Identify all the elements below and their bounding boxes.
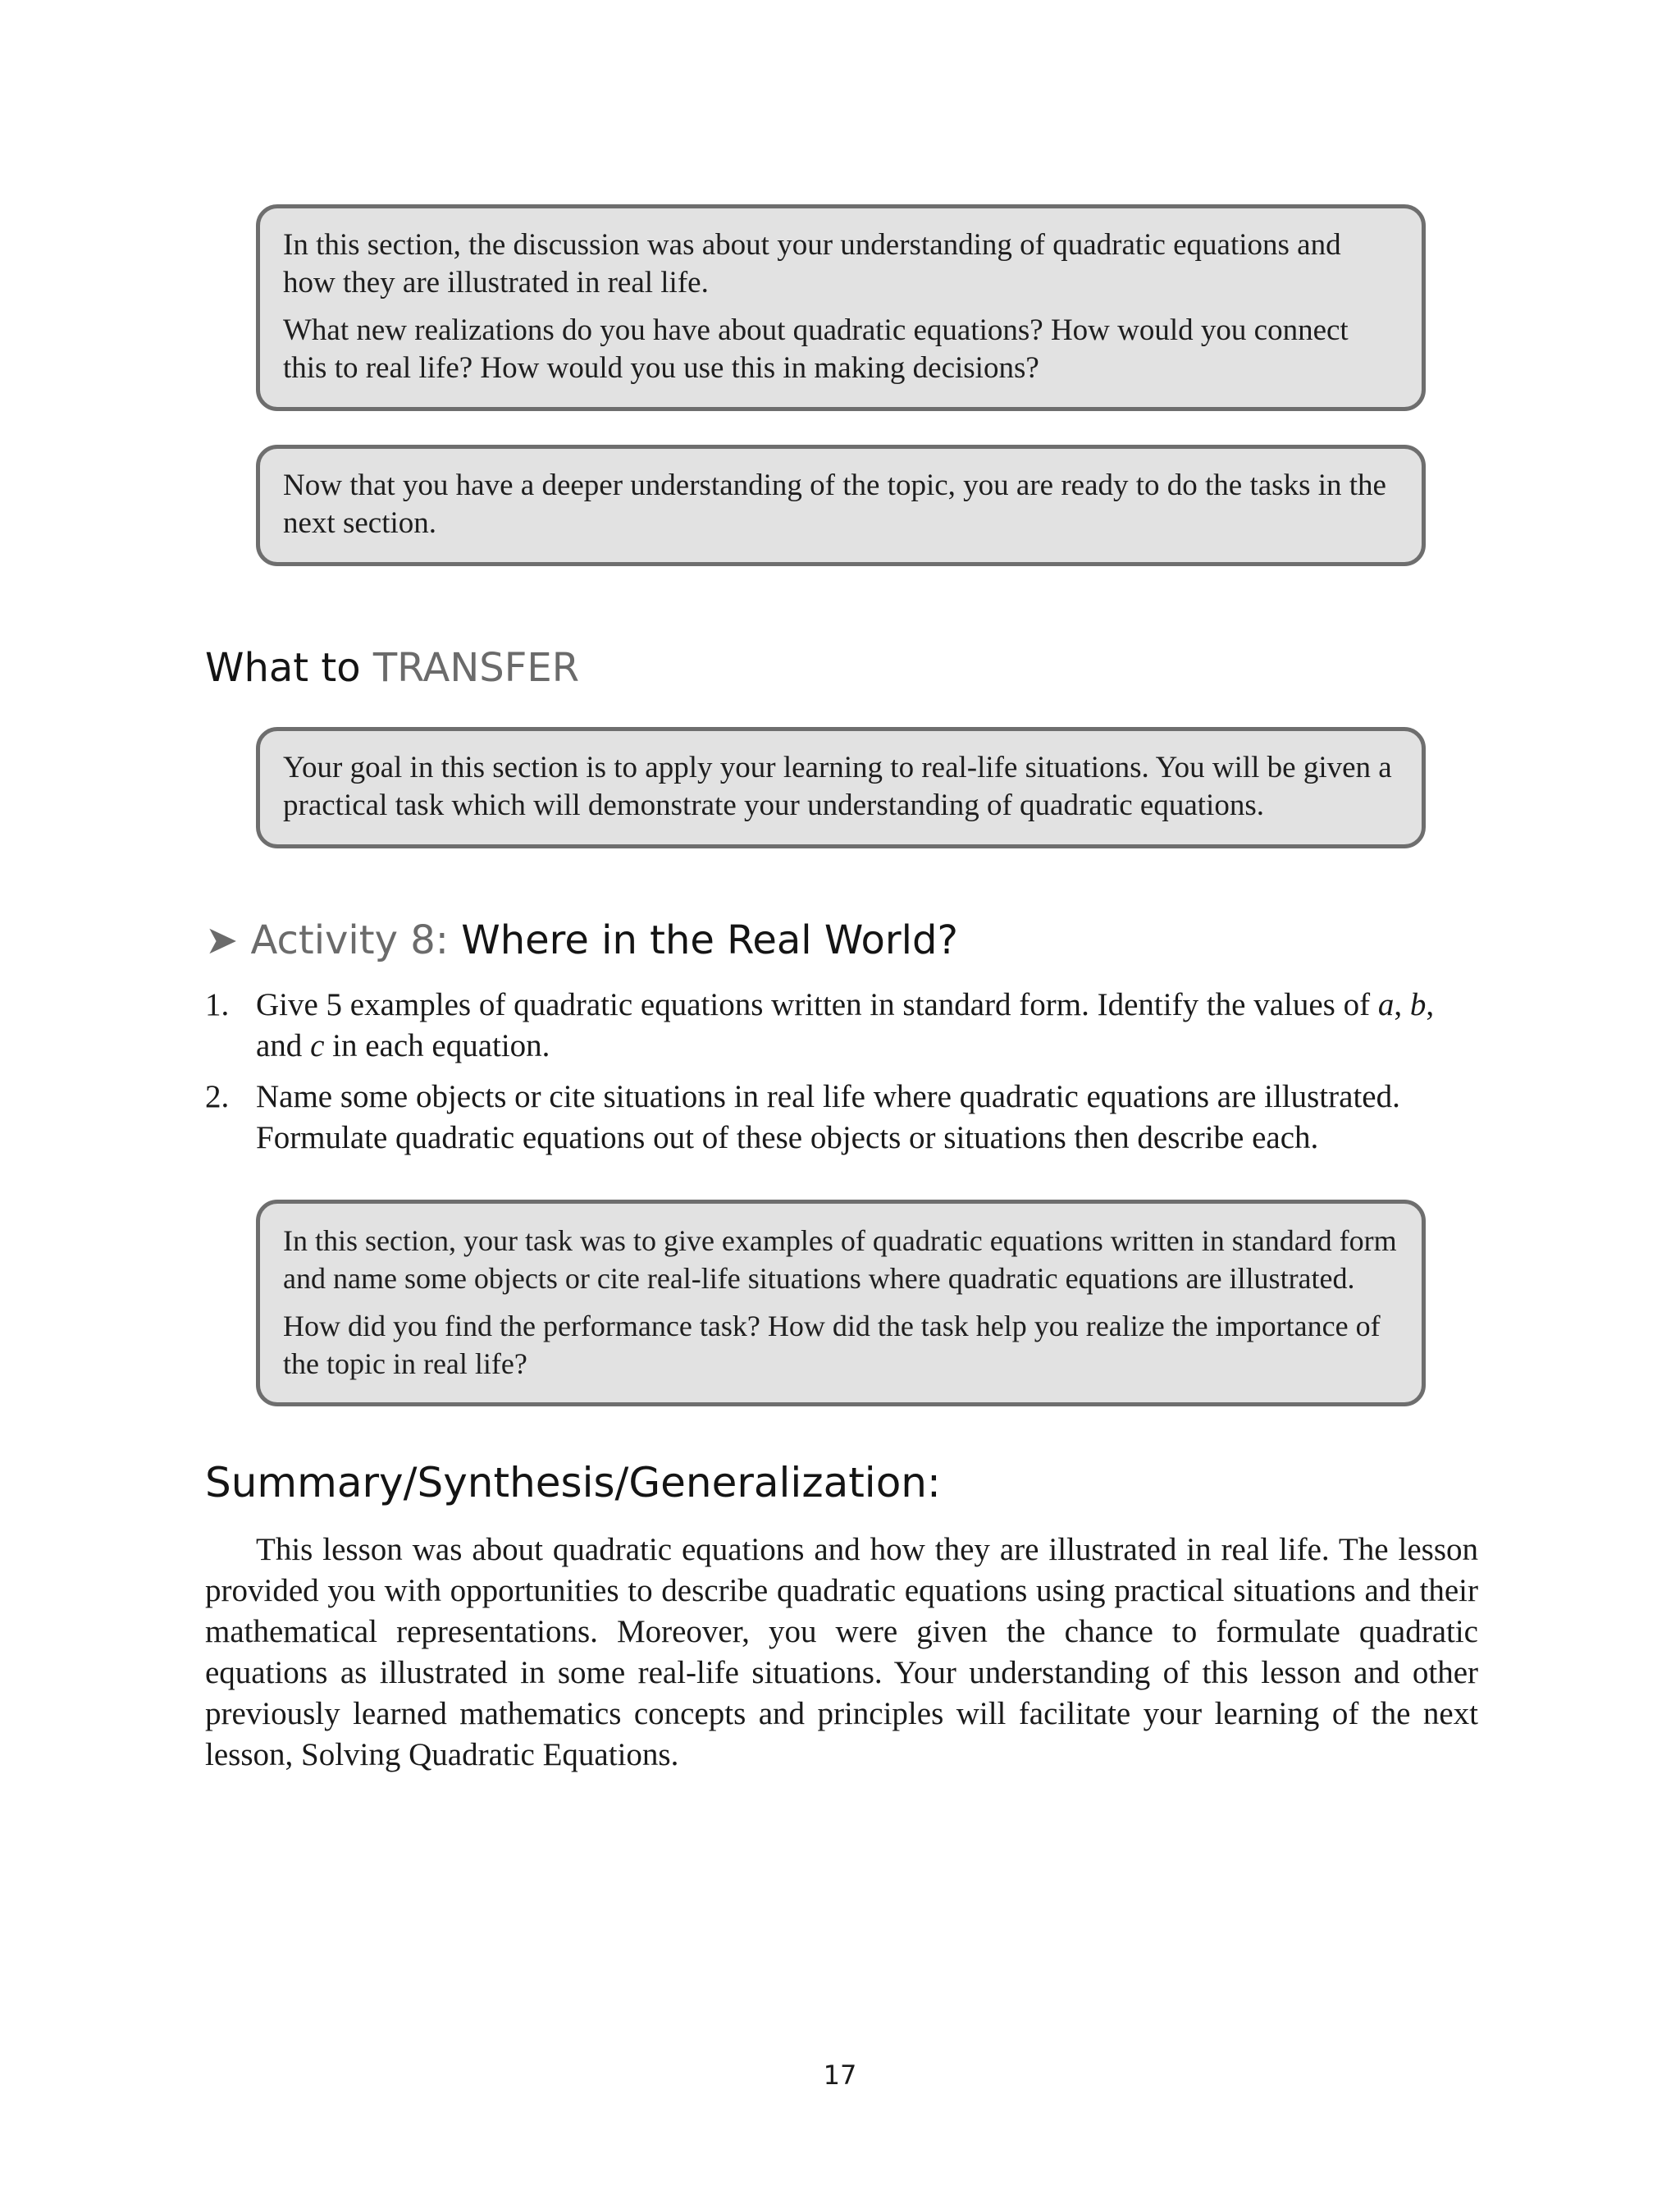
reflection-box-2 — [256, 1200, 1426, 1406]
reflection-box-text: In this section, the discussion was about your understanding of quadratic equations and how they are illustrated in real life. — [283, 228, 1341, 299]
transfer-goal-box — [256, 727, 1426, 848]
transfer-heading-prefix: What to — [205, 645, 361, 691]
arrow-icon: ➤ — [205, 917, 239, 963]
summary-paragraph: This lesson was about quadratic equations and how they are illustrated in real life. The lesson provided you with opportunities to describe quadratic equations using practical situations and their mathematical representations. Moreover, you were given the chance to formulate quadratic equations as illustrated in some real-life situations. Your understanding of this lesson and other previously learned mathematics concepts and principles will facilitate your learning of the next lesson, Solving Quadratic Equations. — [205, 1532, 1478, 1772]
list-item-text: Name some objects or cite situations in real life where quadratic equations are illustrated. Formulate quadratic equations out of these objects or situations then describe each. — [256, 1079, 1400, 1155]
list-item — [205, 1077, 1485, 1159]
transition-box — [256, 445, 1426, 566]
summary-heading: Summary/Synthesis/Generalization: — [205, 1459, 941, 1506]
page-number: 17 — [823, 2060, 857, 2091]
variable-a: a — [1377, 987, 1395, 1022]
list-item-number: 2. — [205, 1079, 230, 1114]
transfer-heading — [205, 645, 579, 691]
list-item — [205, 985, 1485, 1067]
transfer-heading-emphasis: TRANSFER — [372, 645, 580, 691]
activity-heading — [205, 917, 958, 963]
activity-list — [205, 985, 1485, 1168]
variable-c: c — [310, 1028, 325, 1063]
reflection-box-2-text: In this section, your task was to give examples of quadratic equations written in standard form and name some objects or cite real-life situations where quadratic equations are illustrated. — [283, 1224, 1397, 1295]
transfer-goal-text: Your goal in this section is to apply your learning to real-life situations. You will be given a practical task which will demonstrate your understanding of quadratic equations. — [283, 751, 1392, 822]
activity-title: Where in the Real World? — [461, 917, 958, 963]
reflection-box-2-questions: How did you find the performance task? How did the task help you realize the importance of the topic in real life? — [283, 1310, 1381, 1380]
variable-b: b — [1409, 987, 1427, 1022]
transition-box-text: Now that you have a deeper understanding of the topic, you are ready to do the tasks in the next section. — [283, 469, 1386, 540]
list-item-number: 1. — [205, 987, 230, 1022]
list-item-text: Give 5 examples of quadratic equations written in standard form. Identify the values of a, b, and c in each equation. — [256, 987, 1435, 1063]
reflection-box-questions: What new realizations do you have about quadratic equations? How would you connect this to real life? How would you use this in making decisions? — [283, 313, 1349, 385]
reflection-box — [256, 204, 1426, 411]
activity-label: Activity 8: — [250, 917, 449, 963]
